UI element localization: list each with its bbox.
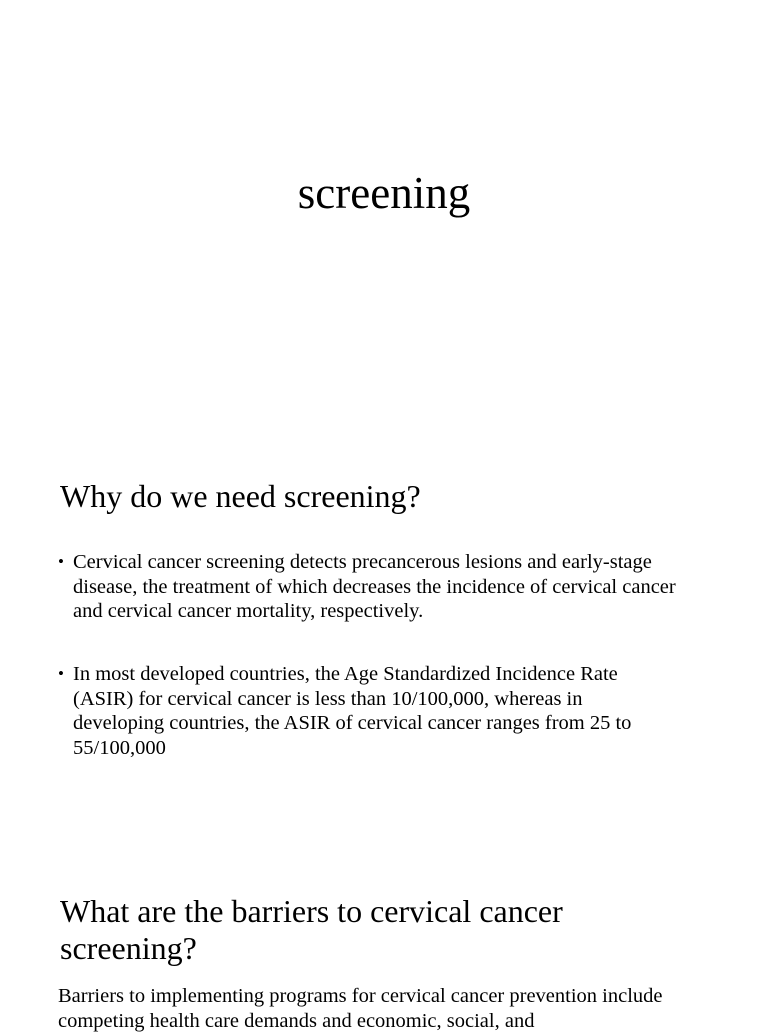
bullet-text: In most developed countries, the Age Standardized Incidence Rate (ASIR) for cervical cancer is less than 10/100,000, whereas in developing countries, the ASIR of cervical cancer ranges from 25 to 55/100,000 <box>73 663 632 759</box>
list-item <box>58 550 678 624</box>
title-slide <box>0 0 768 420</box>
why-heading: Why do we need screening? <box>60 478 421 514</box>
bullet-text: Cervical cancer screening detects precancerous lesions and early-stage disease, the treatment of which decreases the incidence of cervical cancer and cervical cancer mortality, respectively. <box>73 551 676 622</box>
bullet-glyph: • <box>58 552 64 571</box>
bullet-list-2 <box>58 662 678 760</box>
bullet-list-1 <box>58 550 678 624</box>
barriers-text: Barriers to implementing programs for cervical cancer prevention include competing health care demands and economic, social, and <box>58 985 663 1032</box>
slide-title: screening <box>297 168 471 218</box>
list-item <box>58 662 678 760</box>
bullet-glyph: • <box>58 664 64 683</box>
barriers-heading: What are the barriers to cervical cancer screening? <box>60 893 563 966</box>
